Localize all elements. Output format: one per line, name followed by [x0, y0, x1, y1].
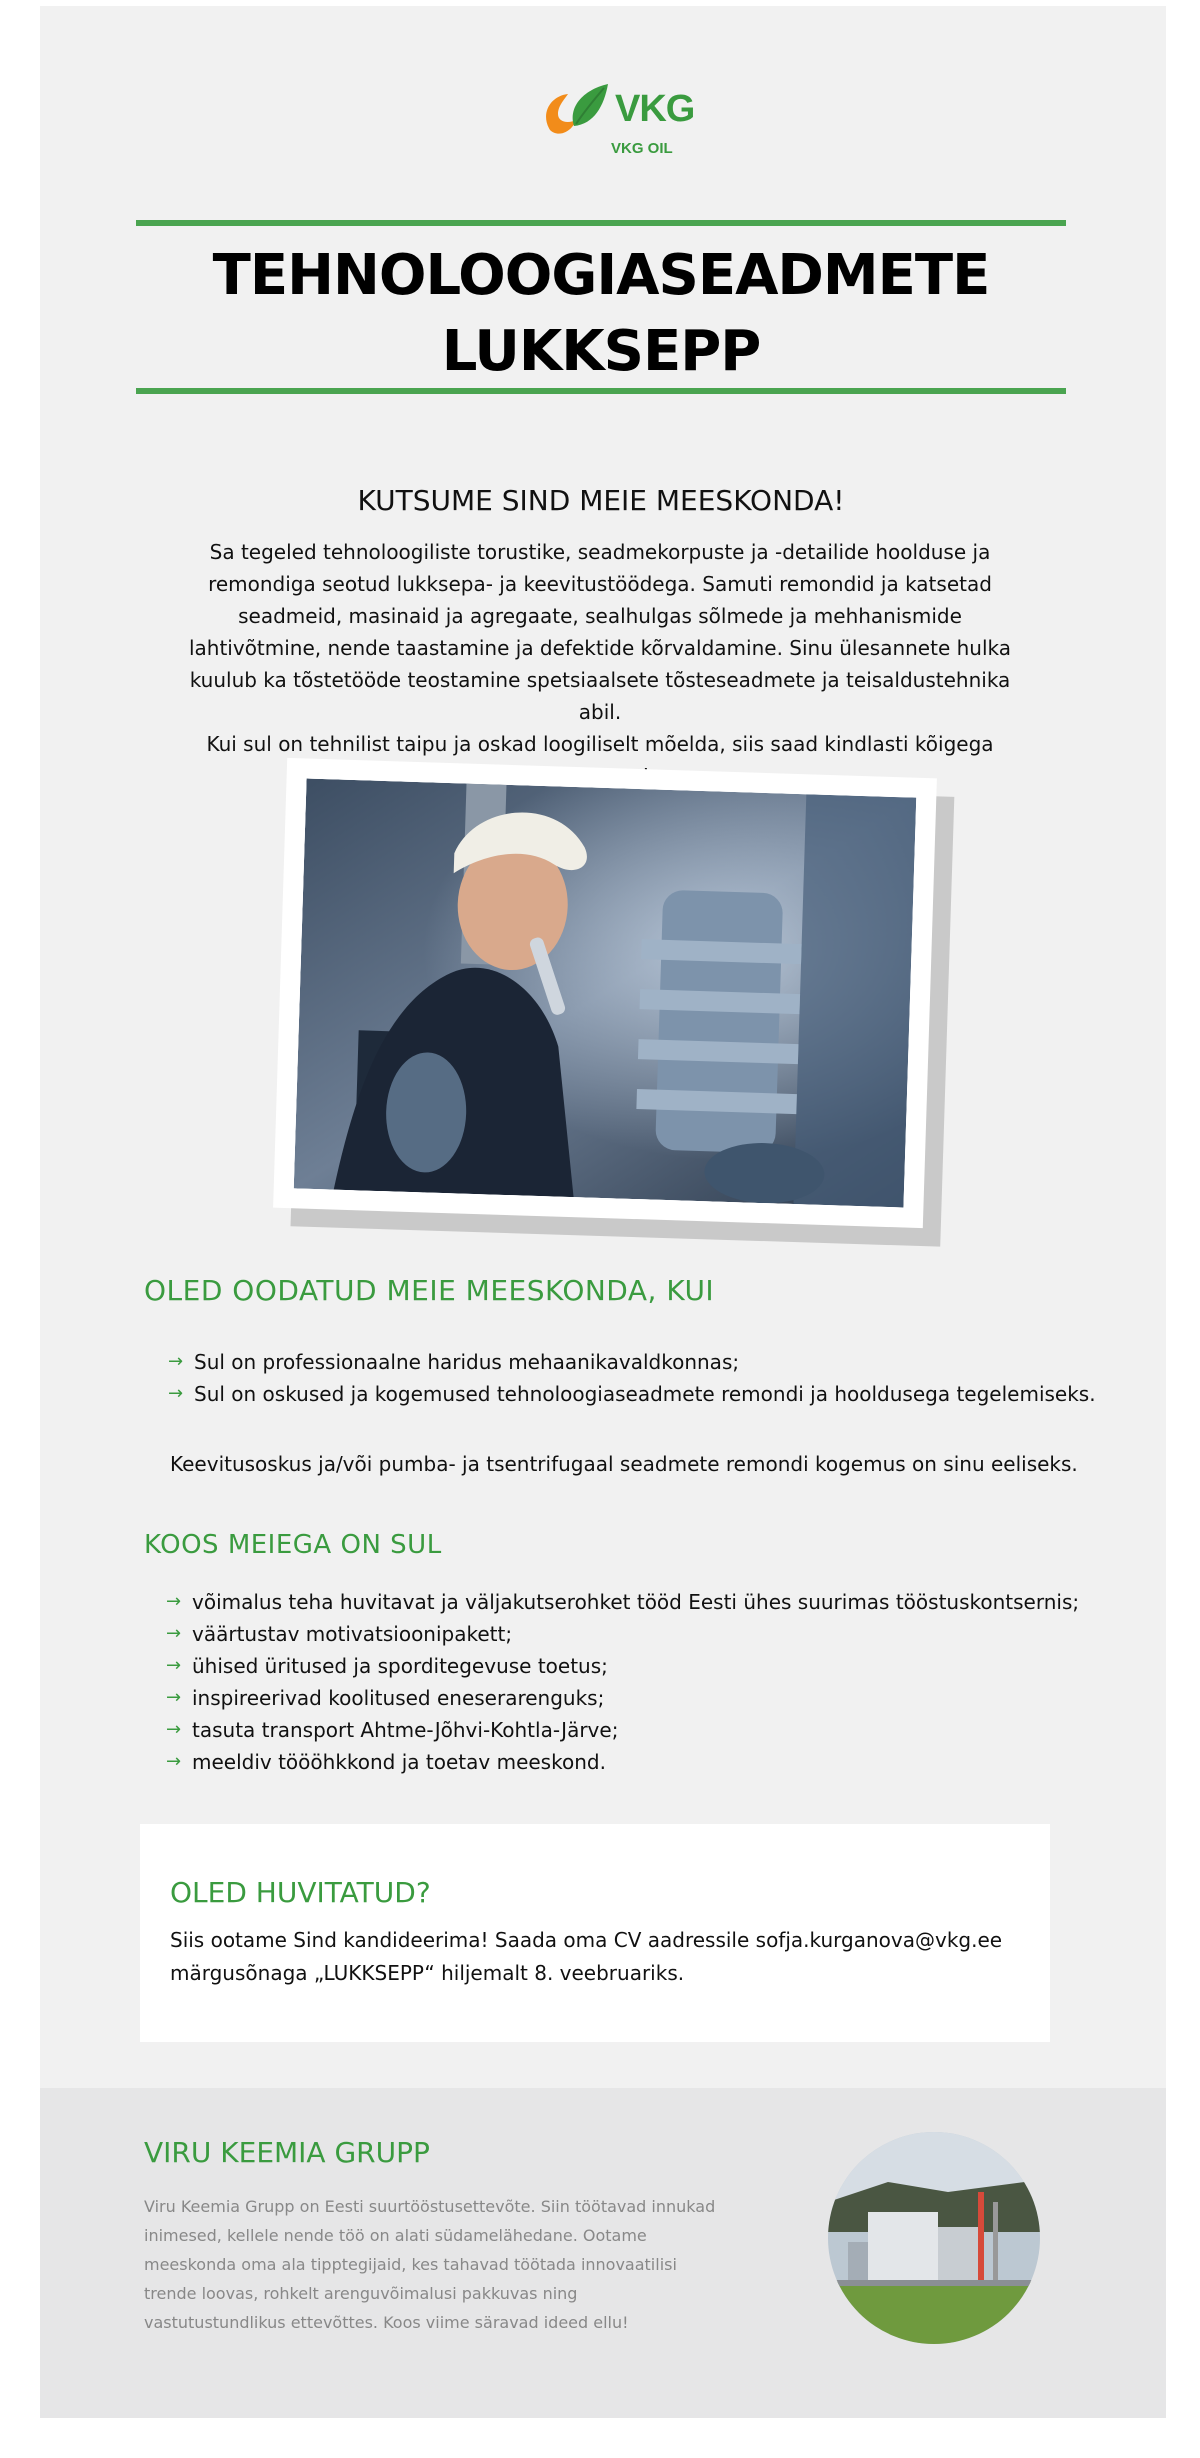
page-title	[136, 238, 1066, 390]
arrow-right-icon: →	[168, 1351, 184, 1372]
company-footer	[40, 2088, 1166, 2418]
logo-subtitle: VKG OIL	[611, 140, 673, 157]
plant-photo	[828, 2132, 1040, 2344]
intro-closing: Kui sul on tehnilist taipu ja oskad loogiliselt mõelda, siis saad kindlasti kõigega	[206, 732, 994, 756]
company-description: Viru Keemia Grupp on Eesti suurtööstusettevõte. Siin töötavad innukad inimesed, kellele nende töö on alati südamelähedane. Ootame meeskonda oma ala tipptegijaid, kes tahavad töötada innovaatilisi trende loovas, rohkelt arenguvõimalusi pakkuvas ning vastutustundlikus ettevõttes. Koos viime säravad ideed ellu!	[144, 2197, 716, 2332]
arrow-right-icon: →	[166, 1623, 182, 1644]
arrow-right-icon: →	[168, 1383, 184, 1404]
list-item: → Sul on oskused ja kogemused tehnoloogiaseadmete remondi ja hooldusega tegelemiseks.	[168, 1378, 1096, 1410]
benefits-list	[166, 1586, 1079, 1778]
requirements-heading: OLED OODATUD MEIE MEESKONDA, KUI	[144, 1274, 715, 1307]
arrow-right-icon: →	[166, 1751, 182, 1772]
arrow-right-icon: →	[166, 1591, 182, 1612]
requirements-note: Keevitusoskus ja/või pumba- ja tsentrifugaal seadmete remondi kogemus on sinu eeliseks.	[170, 1452, 1078, 1476]
arrow-right-icon: →	[166, 1655, 182, 1676]
intro-heading: KUTSUME SIND MEIE MEESKONDA!	[357, 484, 845, 517]
title-rule-top	[136, 220, 1066, 226]
apply-text: Siis ootame Sind kandideerima! Saada oma CV aadressile sofja.kurganova@vkg.ee märgusõnaga „LUKKSEPP“ hiljemalt 8. veebruariks.	[170, 1928, 1003, 1985]
list-item: → võimalus teha huvitavat ja väljakutserohket tööd Eesti ühes suurimas tööstuskontsernis;	[166, 1586, 1079, 1618]
title-line-1: TEHNOLOOGIASEADMETE	[212, 243, 990, 308]
apply-heading: OLED HUVITATUD?	[170, 1876, 431, 1909]
apply-box	[140, 1824, 1050, 2042]
title-line-2: LUKKSEPP	[441, 319, 761, 384]
list-item: → väärtustav motivatsioonipakett;	[166, 1618, 1079, 1650]
worker-photo	[273, 758, 937, 1228]
job-ad-page	[40, 6, 1166, 2418]
list-item: → ühised üritused ja sporditegevuse toetus;	[166, 1650, 1079, 1682]
arrow-right-icon: →	[166, 1719, 182, 1740]
list-item: → inspireerivad koolitused eneserarenguks;	[166, 1682, 1079, 1714]
vkg-logo	[538, 78, 695, 168]
logo-brand: VKG	[615, 88, 695, 130]
title-rule-bottom	[136, 388, 1066, 394]
requirements-list	[168, 1346, 1096, 1410]
arrow-right-icon: →	[166, 1687, 182, 1708]
list-item: → Sul on professionaalne haridus mehaanikavaldkonnas;	[168, 1346, 1096, 1378]
benefits-heading: KOOS MEIEGA ON SUL	[144, 1530, 442, 1560]
photo-frame	[273, 758, 937, 1228]
intro-text	[170, 536, 1030, 792]
intro-body: Sa tegeled tehnoloogiliste torustike, seadmekorpuste ja -detailide hoolduse ja remondiga seotud lukksepa- ja keevitustöödega. Samuti remondid ja katsetad seadmeid, masinaid ja agregaate, sealhulgas sõlmede ja mehhanismide lahtivõtmine, nende taastamine ja defektide kõrvaldamine. Sinu ülesannete hulka kuulub ka tõstetööde teostamine spetsiaalsete tõsteseadmete ja teisaldustehnika abil.	[188, 540, 1012, 724]
list-item: → meeldiv töööhkkond ja toetav meeskond.	[166, 1746, 1079, 1778]
worker-image	[294, 779, 917, 1208]
list-item: → tasuta transport Ahtme-Jõhvi-Kohtla-Järve;	[166, 1714, 1079, 1746]
company-heading: VIRU KEEMIA GRUPP	[144, 2136, 430, 2169]
leaf-icon	[538, 80, 610, 140]
